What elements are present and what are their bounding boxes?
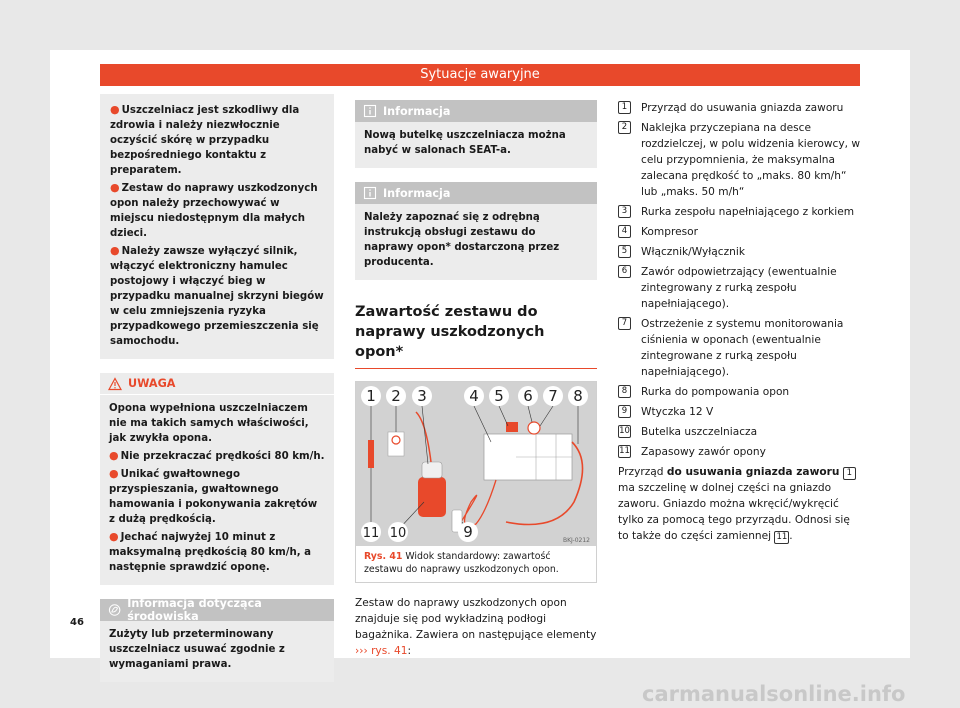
- watermark: carmanualsonline.info: [642, 682, 906, 706]
- section-title: Zawartość zestawu do naprawy uszkodzonych opon*: [355, 302, 597, 369]
- info-body-1: [355, 122, 597, 168]
- bullet-item: ● Należy zawsze wyłączyć silnik, włączyć elektroniczny hamulec postojowy i włączyć bieg w przypadku manualnej skrzyni biegów w celu zmniejszenia ryzyka przypadkowego przemieszczenia się samochodu.: [110, 244, 324, 347]
- item-number: 1: [843, 467, 856, 480]
- info-header-2: [355, 182, 597, 204]
- page-header: [100, 64, 860, 86]
- environment-text: Zużyty lub przeterminowany uszczelniacz usuwać zgodnie z wymaganiami prawa.: [109, 629, 285, 670]
- column-right: [618, 100, 860, 544]
- info-header-1: [355, 100, 597, 122]
- figure-link[interactable]: ››› rys. 41: [355, 645, 408, 657]
- sealant-bottle-shape: [418, 477, 446, 517]
- environment-box: [100, 599, 334, 682]
- figure-label: 2: [391, 387, 401, 405]
- item-number: 8: [618, 385, 631, 398]
- info-box-1: [355, 100, 597, 168]
- figure-label: 9: [463, 523, 473, 541]
- environment-header: [100, 599, 334, 621]
- info-body-2: [355, 204, 597, 280]
- repair-kit-illustration: [356, 382, 596, 546]
- valve-tool-paragraph: Przyrząd do usuwania gniazda zaworu 1 ma szczelinę w dolnej części na gniazdo zaworu. Gniazdo można wkręcić/wykręcić tylko za pomocą tego przyrządu. Odnosi się to także do części zamiennej 11 .: [618, 464, 860, 544]
- bullet-dot-icon: ●: [110, 244, 120, 257]
- page-number: 46: [70, 617, 84, 628]
- bullet-dot-icon: ●: [109, 449, 119, 462]
- item-number: 10: [619, 426, 630, 436]
- bullet-dot-icon: ●: [109, 467, 119, 480]
- item-number: 5: [618, 245, 631, 258]
- info-title-1: Informacja: [383, 104, 451, 118]
- figure-label: 10: [389, 526, 407, 541]
- figure-label: 6: [523, 387, 533, 405]
- item-number: 1: [618, 101, 631, 114]
- header-title: Sytuacje awaryjne: [420, 67, 540, 82]
- figure-label: 4: [469, 387, 479, 405]
- bullet-dot-icon: ●: [110, 103, 120, 116]
- repair-kit-drawing: [356, 382, 596, 546]
- bullet-item: ● Uszczelniacz jest szkodliwy dla zdrowia i należy niezwłocznie oczyścić skórę w przypadku bezpośredniego kontaktu z preparatem.: [110, 103, 300, 176]
- warning-intro: Opona wypełniona uszczelniaczem nie ma takich samych właściwości, jak zwykła opona.: [109, 403, 309, 444]
- list-item: 7 Ostrzeżenie z systemu monitorowania ciśnienia w oponach (ewentualnie zintegrowane z rurką zespołu napełniającego).: [618, 316, 860, 380]
- item-number: 9: [618, 405, 631, 418]
- list-item: 2 Naklejka przyczepiana na desce rozdzielczej, w polu widzenia kierowcy, w celu przypomnienia, że maksymalna zalecana prędkość to „maks. 80 km/h“ lub „maks. 50 m/h“: [618, 120, 860, 200]
- figure-41: [355, 381, 597, 583]
- item-number: 6: [618, 265, 631, 278]
- item-number: 7: [618, 317, 631, 330]
- warning-header: [100, 373, 334, 395]
- kit-description: Zestaw do naprawy uszkodzonych opon znajduje się pod wykładziną podłogi bagażnika. Zawiera on następujące elementy ››› rys. 41:: [355, 597, 597, 657]
- list-item: 3 Rurka zespołu napełniającego z korkiem: [618, 204, 860, 220]
- figure-caption-text: Widok standardowy: zawartość zestawu do naprawy uszkodzonych opon.: [364, 551, 559, 575]
- environment-body: [100, 621, 334, 682]
- bullet-item: ● Zestaw do naprawy uszkodzonych opon należy przechowywać w miejscu niedostępnym dla małych dzieci.: [110, 181, 318, 239]
- bullet-item: ● Unikać gwałtownego przyspieszania, gwałtownego hamowania i pokonywania zakrętów z dużą prędkością.: [109, 467, 318, 525]
- item-number: 3: [618, 205, 631, 218]
- warning-title: UWAGA: [128, 377, 176, 390]
- list-item: 1 Przyrząd do usuwania gniazda zaworu: [618, 100, 860, 116]
- warning-bullets-continued: [100, 94, 334, 359]
- info-text-1: Nową butelkę uszczelniacza można nabyć w salonach SEAT-a.: [364, 130, 566, 156]
- figure-label: 11: [362, 526, 380, 541]
- warning-triangle-icon: [108, 377, 122, 391]
- item-number: 11: [619, 446, 630, 456]
- figure-label: 3: [417, 387, 427, 405]
- info-title-2: Informacja: [383, 186, 451, 200]
- bullet-item: ● Nie przekraczać prędkości 80 km/h.: [109, 449, 325, 462]
- list-item: 6 Zawór odpowietrzający (ewentualnie zintegrowany z rurką zespołu napełniającego).: [618, 264, 860, 312]
- info-text-2: Należy zapoznać się z odrębną instrukcją obsługi zestawu do naprawy opon* dostarczoną przez producenta.: [364, 212, 560, 268]
- figure-label: 7: [548, 387, 558, 405]
- item-number: 4: [618, 225, 631, 238]
- warning-box: [100, 373, 334, 585]
- list-item: 4 Kompresor: [618, 224, 860, 240]
- warning-body: [100, 395, 334, 585]
- figure-label: 5: [494, 387, 504, 405]
- figure-ref: Rys. 41: [364, 551, 403, 562]
- column-left: [100, 94, 334, 682]
- list-item: 11 Zapasowy zawór opony: [619, 446, 766, 458]
- list-item: 5 Włącznik/Wyłącznik: [618, 244, 860, 260]
- list-item: 10 Butelka uszczelniacza: [619, 426, 758, 438]
- bullet-item: ● Jechać najwyżej 10 minut z maksymalną prędkością 80 km/h, a następnie sprawdzić oponę.: [109, 530, 312, 573]
- figure-label: 1: [366, 387, 376, 405]
- valve-tool-shape: [368, 440, 374, 468]
- item-number: 2: [618, 121, 631, 134]
- environment-title: Informacja dotycząca środowiska: [127, 597, 262, 623]
- bullet-dot-icon: ●: [110, 181, 120, 194]
- bullet-dot-icon: ●: [109, 530, 119, 543]
- figure-label: 8: [573, 387, 583, 405]
- leaf-icon: [108, 603, 121, 617]
- column-middle: [355, 94, 597, 659]
- item-number: 11: [776, 532, 788, 542]
- info-icon: [363, 104, 377, 118]
- info-box-2: [355, 182, 597, 280]
- info-icon: [363, 186, 377, 200]
- list-item: 9 Wtyczka 12 V: [618, 404, 860, 420]
- figure-code: BKJ-0212: [562, 537, 590, 544]
- figure-caption: [356, 546, 596, 582]
- kit-items-list: [618, 100, 860, 460]
- list-item: 8 Rurka do pompowania opon: [618, 384, 860, 400]
